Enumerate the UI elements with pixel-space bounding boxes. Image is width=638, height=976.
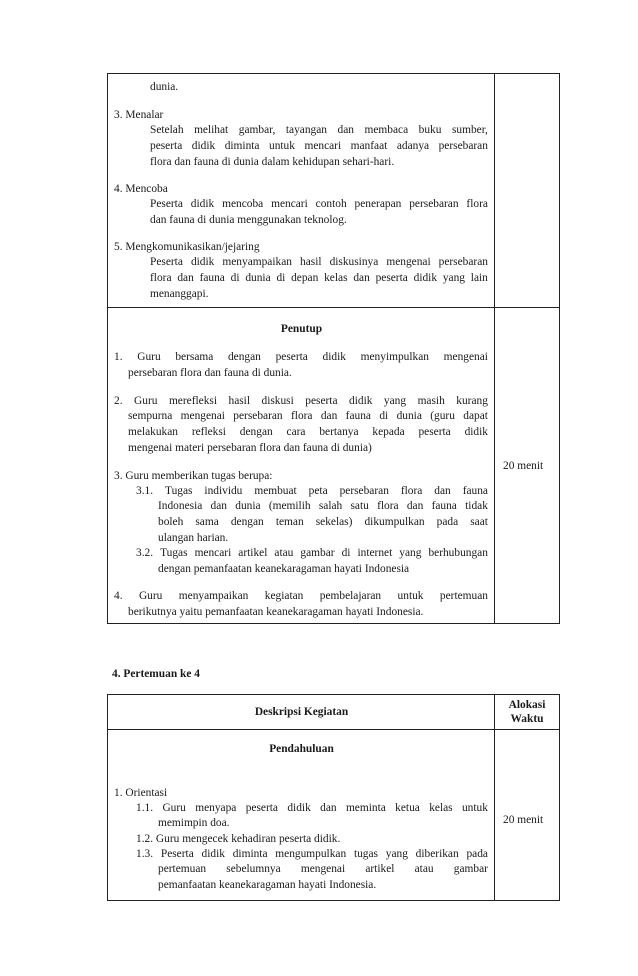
header-time-line-1: Alokasi — [508, 699, 546, 711]
header-time-line-2: Waktu — [510, 713, 544, 725]
orientasi-title: 1. Orientasi — [114, 787, 168, 799]
activity-row-pendahuluan — [108, 729, 559, 901]
time-cell — [495, 308, 559, 624]
header-time-cell — [495, 695, 559, 729]
closing-item-2-cont: sempurna mengenai persebaran flora dan fauna di dunia (guru dapat — [128, 410, 488, 422]
step-komunikasi-line: menanggapi. — [150, 288, 209, 300]
activity-description-cell — [108, 308, 495, 624]
orientasi-item-1-2: 1.2. Guru mengecek kehadiran peserta didik. — [136, 833, 341, 845]
header-description: Deskripsi Kegiatan — [254, 706, 349, 718]
step-komunikasi-title: 5. Mengkomunikasikan/jejaring — [114, 241, 260, 253]
closing-item-4: 4. Guru menyampaikan kegiatan pembelajaran untuk pertemuan — [114, 590, 488, 602]
step-komunikasi-line: Peserta didik menyampaikan hasil diskusinya mengenai persebaran — [150, 256, 488, 268]
activity-description-cell — [108, 730, 495, 901]
activity-row-core — [108, 74, 559, 307]
closing-item-2-cont: mengenai materi persebaran flora dan fauna di dunia) — [128, 442, 372, 454]
closing-item-3-1: 3.1. Tugas individu membuat peta persebaran flora dan fauna — [136, 485, 488, 497]
closing-item-2-cont: melakukan refleksi dengan cara bertanya kepada peserta didik — [128, 426, 488, 438]
closing-item-1-cont: persebaran flora dan fauna di dunia. — [128, 367, 292, 379]
closing-item-3-2: 3.2. Tugas mencari artikel atau gambar di internet yang berhubungan — [136, 547, 488, 559]
orientasi-item-1-3: 1.3. Peserta didik diminta mengumpulkan tugas yang diberikan pada — [136, 848, 488, 860]
orientasi-item-1-1-cont: memimpin doa. — [158, 817, 230, 829]
section-heading-penutup: Penutup — [280, 323, 323, 335]
activity-row-penutup — [108, 307, 559, 624]
step-menalar-title: 3. Menalar — [114, 109, 164, 121]
step-menalar-line: peserta didik diminta untuk mencari manfaat adanya persebaran — [150, 140, 488, 152]
step-mencoba-line: dan fauna di dunia menggunakan teknolog. — [150, 214, 347, 226]
time-allocation: 20 menit — [503, 460, 544, 472]
closing-item-1: 1. Guru bersama dengan peserta didik menyimpulkan mengenai — [114, 351, 488, 363]
time-allocation: 20 menit — [503, 814, 544, 826]
step-menalar-line: flora dan fauna di dunia dalam kehidupan sehari-hari. — [150, 156, 395, 168]
table-header-row — [108, 695, 559, 729]
closing-item-3-2-cont: dengan pemanfaatan keanekaragaman hayati Indonesia — [158, 563, 410, 575]
section-heading-pendahuluan: Pendahuluan — [269, 743, 334, 755]
activity-table-2 — [107, 694, 560, 901]
time-cell — [495, 730, 559, 901]
activity-description-cell — [108, 74, 495, 307]
continued-text: dunia. — [150, 81, 179, 93]
orientasi-item-1-3-cont: pemanfaatan keanekaragaman hayati Indonesia. — [158, 879, 377, 891]
step-mencoba-title: 4. Mencoba — [114, 183, 168, 195]
orientasi-item-1-1: 1.1. Guru menyapa peserta didik dan meminta ketua kelas untuk — [136, 802, 488, 814]
closing-item-2: 2. Guru merefleksi hasil diskusi peserta didik yang masih kurang — [114, 395, 488, 407]
orientasi-item-1-3-cont: pertemuan sebelumnya mengenai artikel atau gambar — [158, 863, 488, 875]
step-komunikasi-line: flora dan fauna di dunia di depan kelas dan peserta didik yang lain — [150, 272, 488, 284]
closing-item-3-1-cont: boleh sama dengan teman sekelas) dikumpulkan pada saat — [158, 516, 488, 528]
section-title-pertemuan-4: 4. Pertemuan ke 4 — [112, 668, 200, 680]
time-cell — [495, 74, 559, 307]
closing-item-3-1-cont: ulangan harian. — [158, 532, 229, 544]
header-description-cell — [108, 695, 495, 729]
activity-table-1 — [107, 73, 560, 624]
step-mencoba-line: Peserta didik mencoba mencari contoh penerapan persebaran flora — [150, 198, 488, 210]
closing-item-3-title: 3. Guru memberikan tugas berupa: — [114, 470, 273, 482]
step-menalar-line: Setelah melihat gambar, tayangan dan membaca buku sumber, — [150, 124, 488, 136]
closing-item-4-cont: berikutnya yaitu pemanfaatan keanekaragaman hayati Indonesia. — [128, 606, 424, 618]
closing-item-3-1-cont: Indonesia dan dunia (memilih salah satu flora dan fauna tidak — [158, 500, 488, 512]
